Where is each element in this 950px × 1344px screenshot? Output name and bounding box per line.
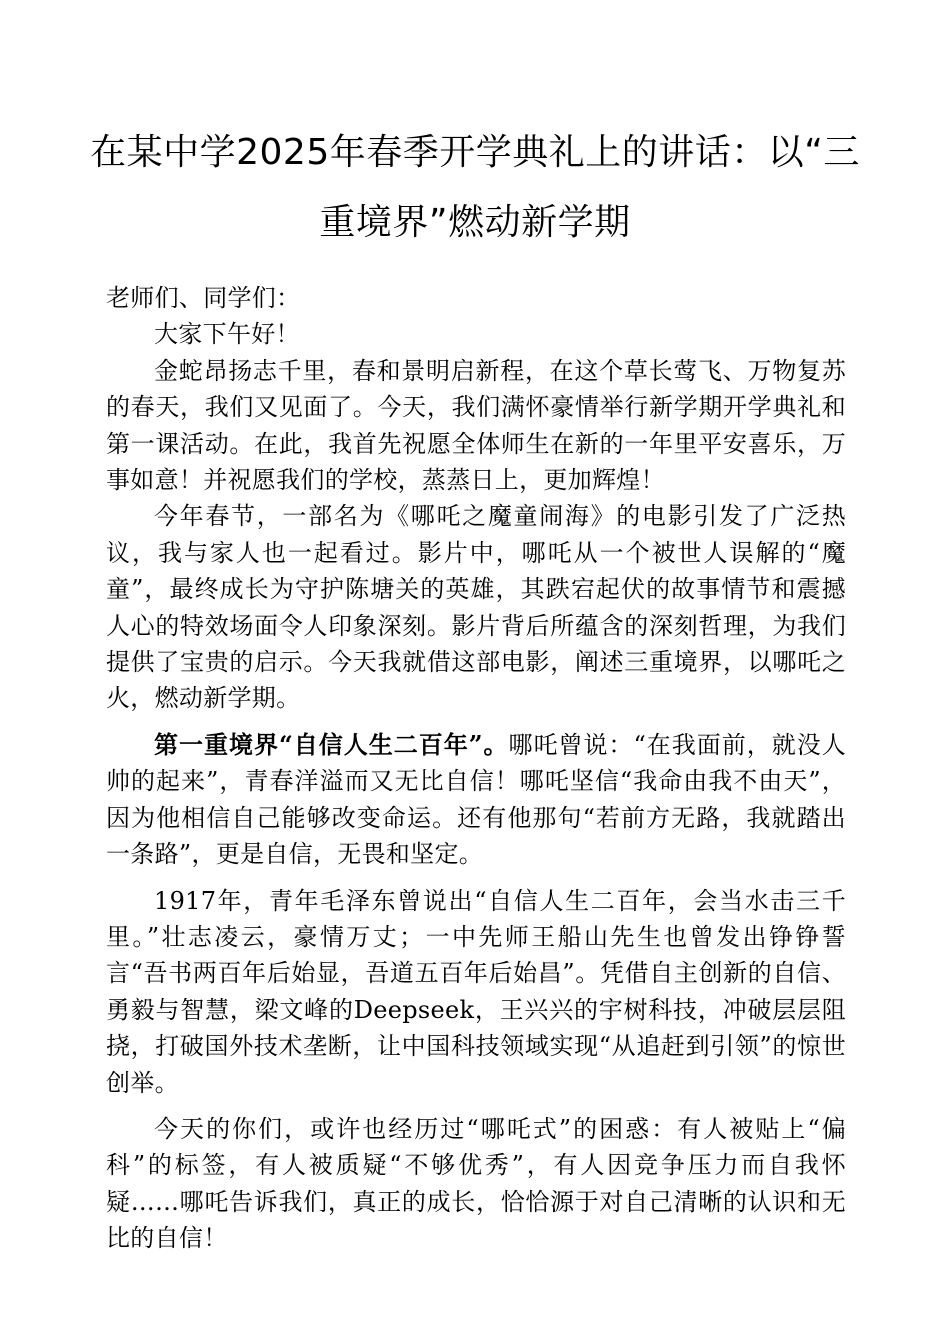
section-text: 哪吒曾说：“在我面前，就没人帅的起来”，青春洋溢而又无比自信！哪吒坚信“我命由我不由天”，因为他相信自己能够改变命运。还有他那句“若前方无路，我就踏出一条路”，更是自信，无畏和坚定。	[106, 730, 847, 869]
document-title: 在某中学2025年春季开学典礼上的讲话：以“三重境界”燃动新学期	[90, 132, 860, 243]
paragraph: 今天的你们，或许也经历过“哪吒式”的困惑：有人被贴上“偏科”的标签，有人被质疑“不够优秀”，有人因竞争压力而自我怀疑……哪吒告诉我们，真正的成长，恰恰源于对自己清晰的认识和无比的自信！	[106, 1114, 846, 1253]
document-body	[106, 280, 846, 1257]
paragraph: 今年春节，一部名为《哪吒之魔童闹海》的电影引发了广泛热议，我与家人也一起看过。影片中，哪吒从一个被世人误解的“魔童”，最终成长为守护陈塘关的英雄，其跌宕起伏的故事情节和震撼人心的特效场面令人印象深刻。影片背后所蕴含的深刻哲理，为我们提供了宝贵的启示。今天我就借这部电影，阐述三重境界，以哪吒之火，燃动新学期。	[106, 502, 846, 713]
salutation: 老师们、同学们：	[106, 284, 301, 312]
paragraph: 金蛇昂扬志千里，春和景明启新程，在这个草长莺飞、万物复苏的春天，我们又见面了。今天，我们满怀豪情举行新学期开学典礼和第一课活动。在此，我首先祝愿全体师生在新的一年里平安喜乐，万事如意！并祝愿我们的学校，蒸蒸日上，更加辉煌！	[106, 356, 846, 495]
paragraph: 1917年，青年毛泽东曾说出“自信人生二百年，会当水击三千里。”壮志凌云，豪情万丈；一中先师王船山先生也曾发出铮铮誓言“吾书两百年后始显，吾道五百年后始昌”。凭借自主创新的自信、勇毅与智慧，梁文峰的Deepseek，王兴兴的宇树科技，冲破层层阻挠，打破国外技术垄断，让中国科技领域实现“从追赶到引领”的惊世创举。	[106, 886, 846, 1097]
section-paragraph	[106, 727, 846, 873]
section-heading: 第一重境界“自信人生二百年”。	[154, 729, 509, 759]
greeting: 大家下午好！	[154, 320, 300, 349]
